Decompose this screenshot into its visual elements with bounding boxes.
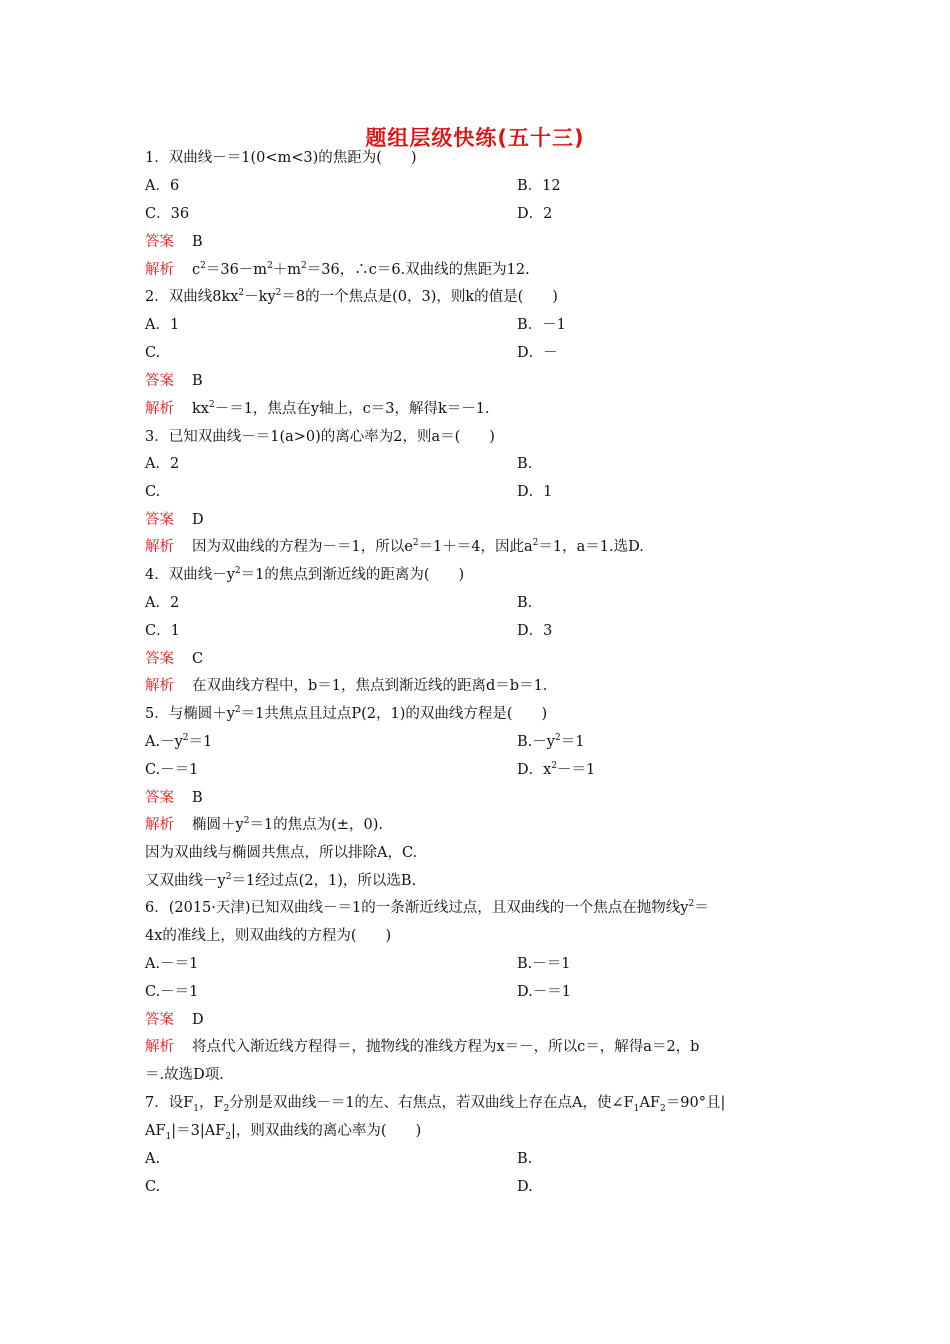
stem-text: －ky (244, 289, 276, 305)
stem-text: ＝ (694, 900, 709, 916)
q5-analysis-line2: 因为双曲线与椭圆共焦点，所以排除A，C. (145, 845, 418, 861)
q1-option-b: B．12 (517, 178, 561, 194)
q1-option-d: D．2 (517, 206, 553, 222)
analysis-text: ＝36，∴c＝6.双曲线的焦距为12. (306, 262, 530, 278)
q1-option-c: C．36 (145, 206, 190, 222)
q2-option-b: B．－1 (517, 317, 566, 333)
analysis-text: ＝1经过点(2，1)，所以选B. (231, 873, 417, 889)
q4-option-a: A．2 (145, 595, 180, 611)
q6-option-a: A.－＝1 (145, 956, 199, 972)
answer-label: 答案 (145, 1012, 174, 1028)
question-4-stem: 4．双曲线$-y^2=1$的焦点到渐近线的距离为( ) (145, 566, 465, 583)
q3-answer (145, 510, 204, 530)
answer-label: 答案 (145, 790, 174, 806)
stem-text: ＝90°且| (665, 1095, 726, 1111)
analysis-text: 又双曲线－y (145, 873, 226, 889)
analysis-label: 解析 (145, 401, 174, 417)
analysis-text: ＝1＋＝4，因此a (418, 539, 533, 555)
analysis-label: 解析 (145, 678, 174, 694)
analysis-text: －＝1，焦点在y轴上，c＝3，解得k＝－1. (214, 401, 490, 417)
question-2-stem: 2．双曲线$8kx^2-ky^2=8$的一个焦点是(0，3)，则k的值是( ) (145, 288, 558, 305)
q4-option-c: C．1 (145, 623, 180, 639)
question-6-stem: 6．(2015·天津)已知双曲线－＝1的一条渐近线过点，且双曲线的一个焦点在抛物线$y^2=$ (145, 899, 709, 916)
q2-analysis: 解析 $kx^2-=1$，焦点在y轴上，c＝3，解得k＝－1. (145, 400, 490, 417)
q6-answer (145, 1010, 204, 1030)
question-5-stem: 5．与椭圆$+y^2=1$共焦点且过点P(2，1)的双曲线方程是( ) (145, 705, 548, 722)
analysis-text: c (192, 262, 201, 278)
analysis-text: 因为双曲线的方程为－＝1，所以e (192, 539, 413, 555)
analysis-text: kx (192, 401, 209, 417)
q5-answer (145, 788, 203, 808)
q5-option-b: $B.-y^2=1$ (517, 733, 585, 750)
answer-value: D (192, 1012, 204, 1028)
q5-option-a: $A.-y^2=1$ (145, 733, 213, 750)
stem-text: ＝1共焦点且过点P(2，1)的双曲线方程是( ) (240, 706, 548, 722)
q2-answer (145, 371, 203, 391)
option-text: －＝1 (557, 762, 596, 778)
q2-option-d: D．－ (517, 345, 558, 361)
q3-option-b: B. (517, 456, 533, 472)
q6-option-b: B.－＝1 (517, 956, 571, 972)
analysis-text: ＋m (272, 262, 302, 278)
q4-answer (145, 649, 203, 669)
q3-option-a: A．2 (145, 456, 180, 472)
answer-label: 答案 (145, 234, 174, 250)
analysis-text: 将点代入渐近线方程得＝，抛物线的准线方程为x＝－，所以c＝，解得a＝2，b (192, 1039, 700, 1055)
q4-option-d: D．3 (517, 623, 553, 639)
analysis-label: 解析 (145, 262, 174, 278)
q5-option-c: C.－＝1 (145, 762, 199, 778)
analysis-text: ＝1，a＝1.选D. (538, 539, 644, 555)
answer-value: B (192, 790, 203, 806)
q5-analysis: 解析 椭圆$+y^2=1$的焦点为(±，0). (145, 816, 383, 833)
analysis-text: ＝36－m (205, 262, 268, 278)
stem-text: ＝1的焦点到渐近线的距离为( ) (240, 567, 465, 583)
answer-label: 答案 (145, 373, 174, 389)
q3-option-d: D．1 (517, 484, 553, 500)
question-1-stem: 1．双曲线－＝1(0<m<3)的焦距为( ) (145, 150, 417, 166)
stem-text: ，F (199, 1095, 224, 1111)
option-text: B.－y (517, 734, 555, 750)
option-text: D．x (517, 762, 552, 778)
stem-text: 4．双曲线－y (145, 567, 235, 583)
stem-text: AF (639, 1095, 661, 1111)
analysis-label: 解析 (145, 1039, 174, 1055)
stem-text: 7．设F (145, 1095, 194, 1111)
q5-option-d: D．$x^2-=1$ (517, 761, 596, 778)
analysis-label: 解析 (145, 539, 174, 555)
analysis-label: 解析 (145, 817, 174, 833)
stem-text: ＝8的一个焦点是(0，3)，则k的值是( ) (281, 289, 558, 305)
stem-text: |＝3|AF (171, 1123, 226, 1139)
q2-option-a: A．1 (145, 317, 180, 333)
question-3-stem: 3．已知双曲线－＝1(a>0)的离心率为2，则a＝( ) (145, 429, 495, 445)
analysis-text: ＝1的焦点为(±，0). (249, 817, 383, 833)
option-text: ＝1 (188, 734, 213, 750)
stem-text: 分别是双曲线－＝1的左、右焦点，若双曲线上存在点A，使∠F (229, 1095, 634, 1111)
stem-text: |，则双曲线的离心率为( ) (231, 1123, 422, 1139)
q6-analysis (145, 1037, 815, 1057)
page-title: 题组层级快练(五十三) (365, 126, 585, 150)
answer-label: 答案 (145, 512, 174, 528)
q5-analysis-line3: 又双曲线$-y^2=1$经过点(2，1)，所以选B. (145, 872, 417, 889)
answer-value: D (192, 512, 204, 528)
q7-option-b: B. (517, 1151, 533, 1167)
q3-option-c: C. (145, 484, 161, 500)
q6-analysis-line2: ＝.故选D项. (145, 1067, 224, 1083)
q7-option-a: A. (145, 1151, 161, 1167)
question-7-stem: 7．设$F_1$，$F_2$分别是双曲线－＝1的左、右焦点，若双曲线上存在点A，使$\angle F_1AF_2=90^\circ$且| (145, 1095, 726, 1114)
q4-option-b: B. (517, 595, 533, 611)
q6-option-d: D.－＝1 (517, 984, 571, 1000)
answer-value: C (192, 651, 204, 667)
answer-value: B (192, 234, 203, 250)
stem-text: 2．双曲线8kx (145, 289, 239, 305)
answer-value: B (192, 373, 203, 389)
answer-label: 答案 (145, 651, 174, 667)
q3-analysis: 解析 因为双曲线的方程为－＝1，所以$e^2=1+=4$，因此$a^2=1$，a＝1.选D. (145, 538, 644, 555)
q1-analysis: 解析 $c^2=36-m^2+m^2=36$，∴c＝6.双曲线的焦距为12. (145, 261, 530, 278)
question-7-stem-line2: $AF_1|=3|AF_2|$，则双曲线的离心率为( ) (145, 1123, 422, 1142)
option-text: ＝1 (560, 734, 585, 750)
q1-option-a: A．6 (145, 178, 180, 194)
analysis-text: 在双曲线方程中，b＝1，焦点到渐近线的距离d＝b＝1. (192, 678, 548, 694)
stem-text: AF (145, 1123, 166, 1139)
q7-option-c: C. (145, 1179, 161, 1195)
analysis-text: 椭圆＋y (192, 817, 244, 833)
q1-answer (145, 232, 203, 252)
stem-text: 5．与椭圆＋y (145, 706, 235, 722)
option-text: A.－y (145, 734, 183, 750)
q2-option-c: C. (145, 345, 161, 361)
stem-text: 6．(2015·天津)已知双曲线－＝1的一条渐近线过点，且双曲线的一个焦点在抛物线y (145, 900, 689, 916)
q7-option-d: D. (517, 1179, 533, 1195)
question-6-stem-line2: 4x的准线上，则双曲线的方程为( ) (145, 928, 392, 944)
q6-option-c: C.－＝1 (145, 984, 199, 1000)
q4-analysis (145, 676, 547, 696)
